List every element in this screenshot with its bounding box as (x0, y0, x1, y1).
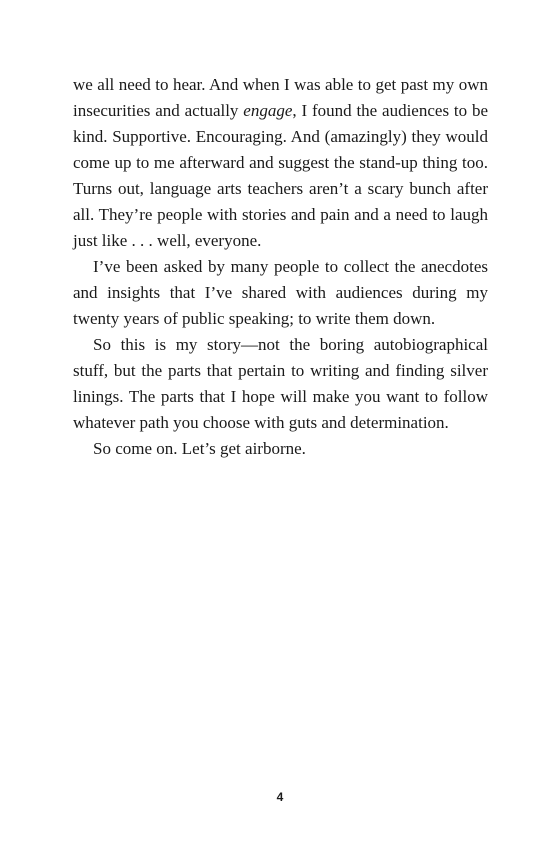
paragraph-2: I’ve been asked by many people to collect the anecdotes and insights that I’ve shared with audiences during my twenty years of public speaking; to write them down. (73, 257, 488, 328)
paragraph-4: So come on. Let’s get airborne. (93, 439, 306, 458)
paragraph-1-text-start: we all need to hear. And when I was able to get past my own insecurities and actually (73, 75, 488, 120)
body-text (73, 72, 488, 462)
paragraph-1-emphasis: engage (243, 101, 293, 120)
paragraph-1 (73, 72, 488, 254)
page-number: 4 (276, 790, 284, 804)
paragraph-3: So this is my story—not the boring autobiographical stuff, but the parts that pertain to writing and finding silver linings. The parts that I hope will make you want to follow whatever path you choose with guts and determination. (73, 335, 488, 432)
paragraph-1-text-end: , I found the audiences to be kind. Supportive. Encouraging. And (amazingly) they would come up to me afterward and suggest the stand-up thing too. Turns out, language arts teachers aren’t a scary bunch after all. They’re people with stories and pain and a need to laugh just like . . . well, everyone. (73, 101, 488, 250)
